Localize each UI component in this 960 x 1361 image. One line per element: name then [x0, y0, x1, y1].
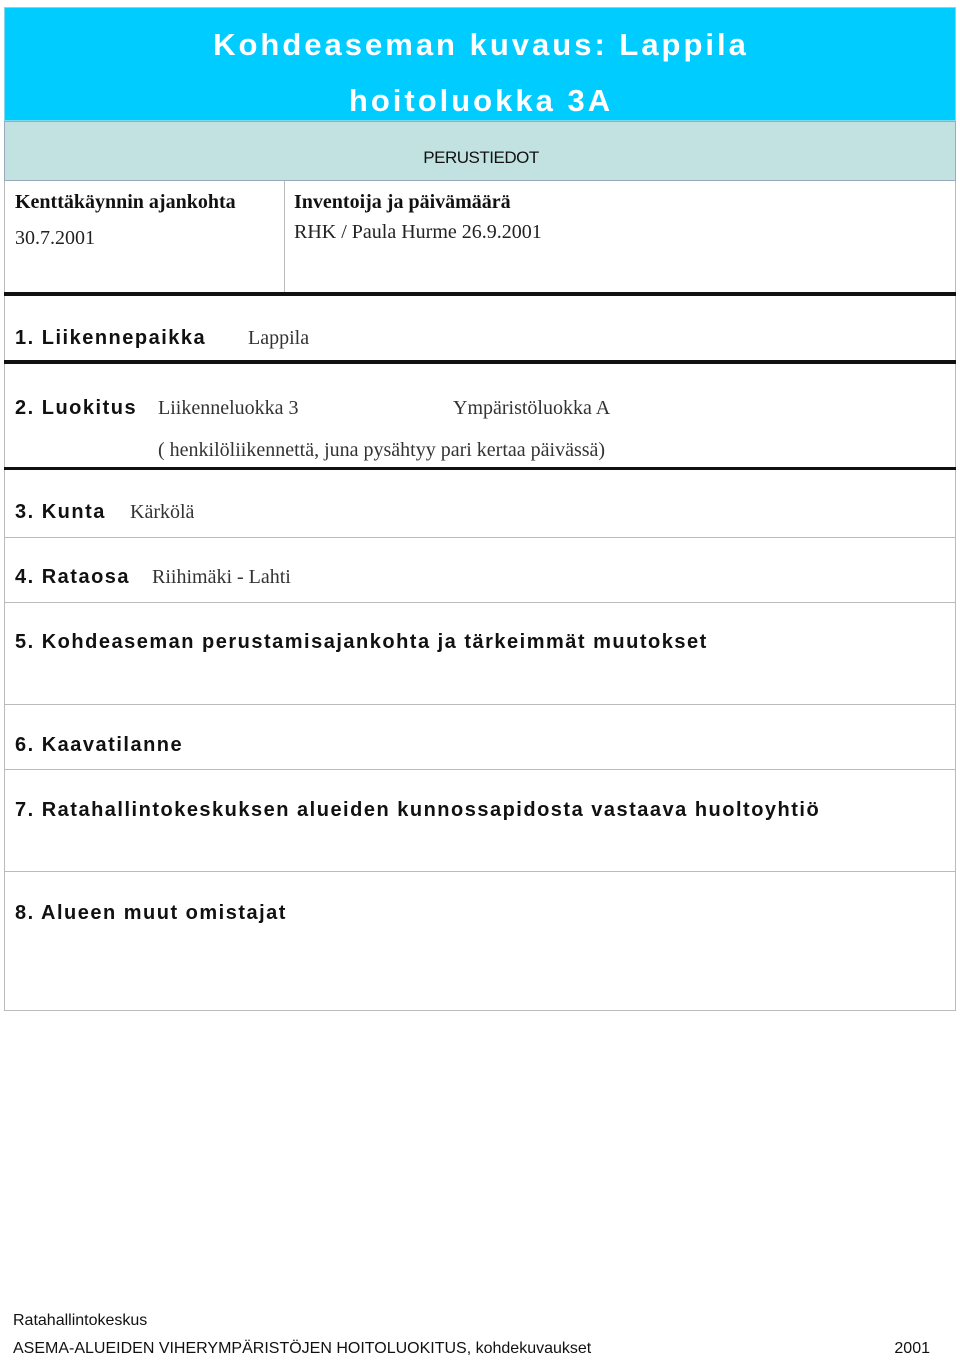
- section-divider: [4, 1010, 956, 1011]
- inventory-value: RHK / Paula Hurme 26.9.2001: [294, 221, 542, 243]
- section-3-value: Kärkölä: [130, 501, 195, 523]
- section-1-value: Lappila: [248, 327, 310, 349]
- footer-document-title: ASEMA-ALUEIDEN VIHERYMPÄRISTÖJEN HOITOLUOKITUS, kohdekuvaukset: [13, 1340, 592, 1357]
- section-traffic-place: [4, 296, 956, 362]
- section-4-value: Riihimäki - Lahti: [152, 566, 291, 588]
- visit-date-value: 30.7.2001: [15, 227, 95, 249]
- visit-date-label: Kenttäkäynnin ajankohta: [15, 191, 236, 213]
- section-maintenance: [4, 770, 956, 871]
- section-classification: [4, 364, 956, 468]
- section-2-label: 2. Luokitus: [15, 397, 138, 419]
- basic-info-row: [4, 181, 956, 295]
- section-7-label: 7. Ratahallintokeskuksen alueiden kunnossapidosta vastaava huoltoyhtiö: [15, 799, 821, 821]
- title-banner: [4, 7, 956, 121]
- page-subtitle: hoitoluokka 3A: [348, 83, 614, 118]
- inventory-label: Inventoija ja päivämäärä: [294, 191, 511, 213]
- classification-note: ( henkilöliikennettä, juna pysähtyy pari kertaa päivässä): [158, 439, 606, 461]
- section-1-label: 1. Liikennepaikka: [15, 327, 207, 349]
- section-rail-segment: [4, 538, 956, 602]
- section-6-label: 6. Kaavatilanne: [15, 734, 184, 756]
- section-zoning: [4, 705, 956, 769]
- section-3-label: 3. Kunta: [15, 501, 106, 523]
- column-divider: [284, 181, 285, 295]
- section-other-owners: [4, 872, 956, 1010]
- traffic-class: Liikenneluokka 3: [158, 397, 299, 419]
- section-5-label: 5. Kohdeaseman perustamisajankohta ja tärkeimmät muutokset: [15, 631, 708, 653]
- basic-info-header: [4, 121, 956, 181]
- footer-organization: Ratahallintokeskus: [13, 1312, 148, 1329]
- section-founding: [4, 603, 956, 704]
- footer-year: 2001: [894, 1340, 930, 1357]
- section-8-label: 8. Alueen muut omistajat: [15, 902, 287, 924]
- section-4-label: 4. Rataosa: [15, 566, 131, 588]
- section-municipality: [4, 470, 956, 537]
- basic-info-header-text: PERUSTIEDOT: [423, 148, 539, 167]
- environment-class: Ympäristöluokka A: [453, 397, 611, 419]
- page-title: Kohdeaseman kuvaus: Lappila: [213, 27, 749, 62]
